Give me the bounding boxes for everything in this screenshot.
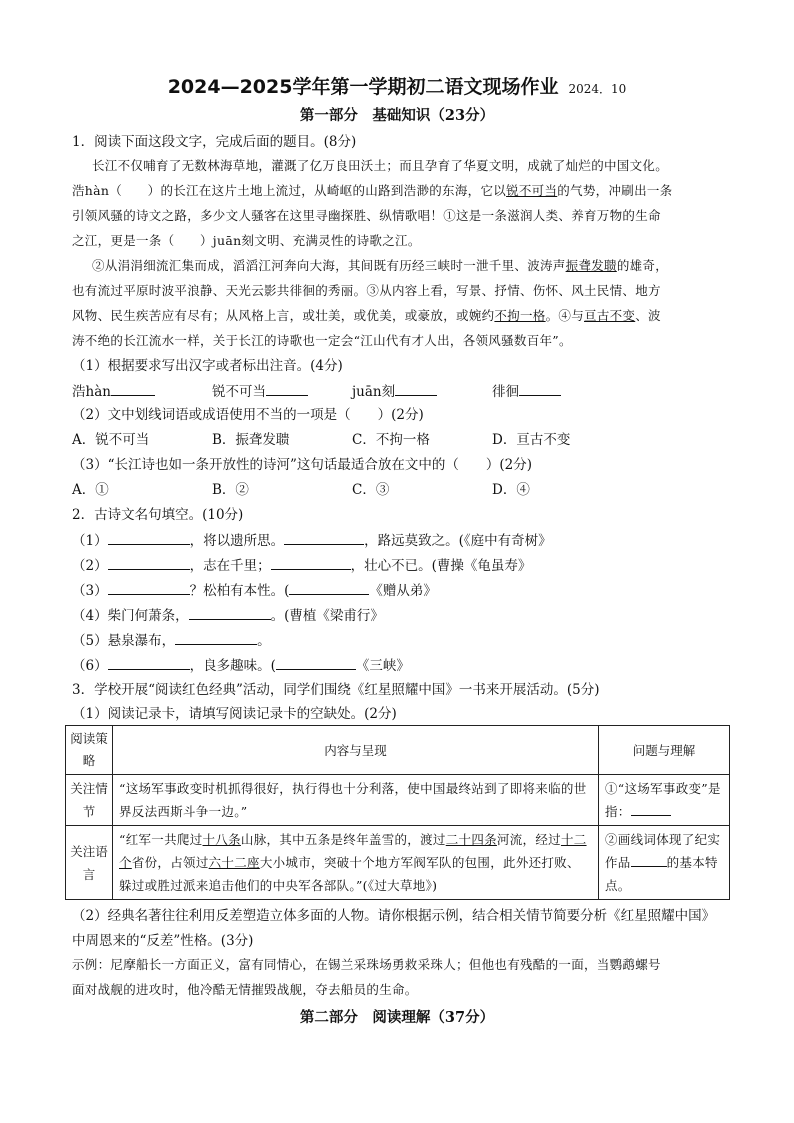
q1-sub1-item: 锐不可当 [212,381,308,402]
answer-blank[interactable] [289,580,369,595]
q1-passage-line: 也有流过平原时波平浪静、天光云影共徘徊的秀丽。③从内容上看，写景、抒情、伤怀、风土民情、地方 [72,283,661,298]
table-cell-question: ①“这场军事政变”是指： [599,775,730,826]
choice-option[interactable]: C．不拘一格 [352,432,430,448]
answer-blank[interactable] [284,530,364,545]
table-row [66,775,730,826]
q1-sub3: （3）“长江诗也如一条开放性的诗河”这句话最适合放在文中的（ ）(2分) [72,457,533,473]
answer-blank[interactable] [108,580,190,595]
q1-sub2: （2）文中划线词语或成语使用不当的一项是（ ）(2分) [72,407,424,423]
table-row [66,826,730,900]
q2-stem: 2．古诗文名句填空。(10分) [72,507,244,523]
example-text: 面对战舰的进攻时，他冷酷无情摧毁战舰，夺去船员的生命。 [72,982,418,997]
q1-passage-line: ②从涓涓细流汇集而成，滔滔江河奔向大海，其间既有历经三峡时一泄千里、波涛声振聋发聩的雄奇， [92,258,669,273]
table-header-row [66,726,730,775]
answer-blank[interactable] [108,530,190,545]
answer-blank[interactable] [631,801,671,816]
answer-blank[interactable] [108,555,190,570]
q1-stem: 1．阅读下面这段文字，完成后面的题目。(8分) [72,134,357,150]
part1-title: 第一部分 基础知识（23分） [299,107,495,124]
reading-record-table [65,725,730,900]
q3-sub2-cont: 中周恩来的“反差”性格。(3分) [72,933,254,949]
q1-sub1: （1）根据要求写出汉字或者标出注音。(4分) [72,358,343,374]
q1-passage-line: 之江，更是一条（ ）juān刻文明、充满灵性的诗歌之江。 [72,233,421,248]
exam-date: 2024．10 [568,82,627,96]
table-header-cell: 内容与呈现 [113,726,599,775]
q1-sub1-item: 徘徊 [492,381,561,402]
choice-option[interactable]: B．振聋发聩 [212,432,290,448]
table-cell-strategy: 关注语言 [66,826,113,900]
q1-passage-line: 浩hàn（ ）的长江在这片土地上流过，从崎岖的山路到浩渺的东海，它以锐不可当的气势，冲刷出一条 [72,183,673,198]
q1-sub1-item: juān刻 [352,381,437,402]
answer-blank[interactable] [266,381,308,396]
answer-blank[interactable] [395,381,437,396]
answer-blank[interactable] [271,555,351,570]
q1-sub1-item: 浩hàn [72,381,155,402]
answer-blank[interactable] [189,605,271,620]
part2-title: 第二部分 阅读理解（37分） [299,1009,495,1026]
underlined-phrase: 不拘一格 [494,308,546,323]
q2-line: （2） ，志在千里； ，壮心不已。(曹操《龟虽寿》 [72,555,531,576]
exam-header [0,72,794,99]
answer-blank[interactable] [519,381,561,396]
q2-line: （1） ，将以遗所思。 ，路远莫致之。(《庭中有奇树》 [72,530,552,551]
q2-line: （3） ？松柏有本性。( 《赠从弟》 [72,580,437,601]
underlined-phrase: 亘古不变 [584,308,636,323]
exam-title: 2024—2025学年第一学期初二语文现场作业 [167,76,559,98]
table-cell-content: “红军一共爬过十八条山脉，其中五条是终年盖雪的，渡过二十四条河流，经过十二个省份，占领过六十二座大小城市，突破十个地方军阀军队的包围，此外还打败、躲过或胜过派来追击他们的中央军各部队。”(《过大草地》) [113,826,599,900]
q2-line: （5）悬泉瀑布， 。 [72,630,271,651]
answer-blank[interactable] [276,655,356,670]
choice-option[interactable]: A．① [72,482,109,498]
q1-passage-line: 风物、民生疾苦应有尽有；从风格上言，或壮美，或优美，或豪放，或婉约不拘一格。④与亘古不变、波 [72,308,661,323]
answer-blank[interactable] [111,381,155,396]
q2-line: （6） ，良多趣味。( 《三峡》 [72,655,410,676]
choice-option[interactable]: A．锐不可当 [72,432,150,448]
q1-passage-line: 涛不绝的长江流水一样，关于长江的诗歌也一定会“江山代有才人出，各领风骚数百年”。 [72,333,572,348]
choice-option[interactable]: D．亘古不变 [492,432,571,448]
answer-blank[interactable] [175,630,257,645]
q1-passage-line: 引领风骚的诗文之路，多少文人骚客在这里寻幽探胜、纵情歌唱！①这是一条滋润人类、养育万物的生命 [72,208,661,223]
choice-option[interactable]: B．② [212,482,249,498]
q2-line: （4）柴门何萧条， 。(曹植《梁甫行》 [72,605,384,626]
example-text: 示例：尼摩船长一方面正义，富有同情心，在锡兰采珠场勇救采珠人；但他也有残酷的一面，当鹦鹉螺号 [72,957,661,972]
underlined-phrase: 锐不可当 [506,183,558,198]
q3-stem: 3．学校开展“阅读红色经典”活动，同学们围绕《红星照耀中国》一书来开展活动。(5分) [72,682,600,698]
choice-option[interactable]: C．③ [352,482,390,498]
q3-sub1: （1）阅读记录卡，请填写阅读记录卡的空缺处。(2分) [72,706,397,722]
table-cell-question: ②画线词体现了纪实作品 的基本特点。 [599,826,730,900]
answer-blank[interactable] [108,655,190,670]
table-cell-content: “这场军事政变时机抓得很好，执行得也十分利落，使中国最终站到了即将来临的世界反法西斯斗争一边。” [113,775,599,826]
underlined-phrase: 振聋发聩 [565,258,617,273]
table-cell-strategy: 关注情节 [66,775,113,826]
q1-passage-line: 长江不仅哺育了无数林海草地，灌溉了亿万良田沃土；而且孕育了华夏文明，成就了灿烂的中国文化。 [92,158,669,173]
choice-option[interactable]: D．④ [492,482,530,498]
table-header-cell: 阅读策略 [66,726,113,775]
q3-sub2: （2）经典名著往往利用反差塑造立体多面的人物。请你根据示例，结合相关情节简要分析《红星照耀中国》 [72,908,716,924]
table-header-cell: 问题与理解 [599,726,730,775]
answer-blank[interactable] [631,852,667,867]
